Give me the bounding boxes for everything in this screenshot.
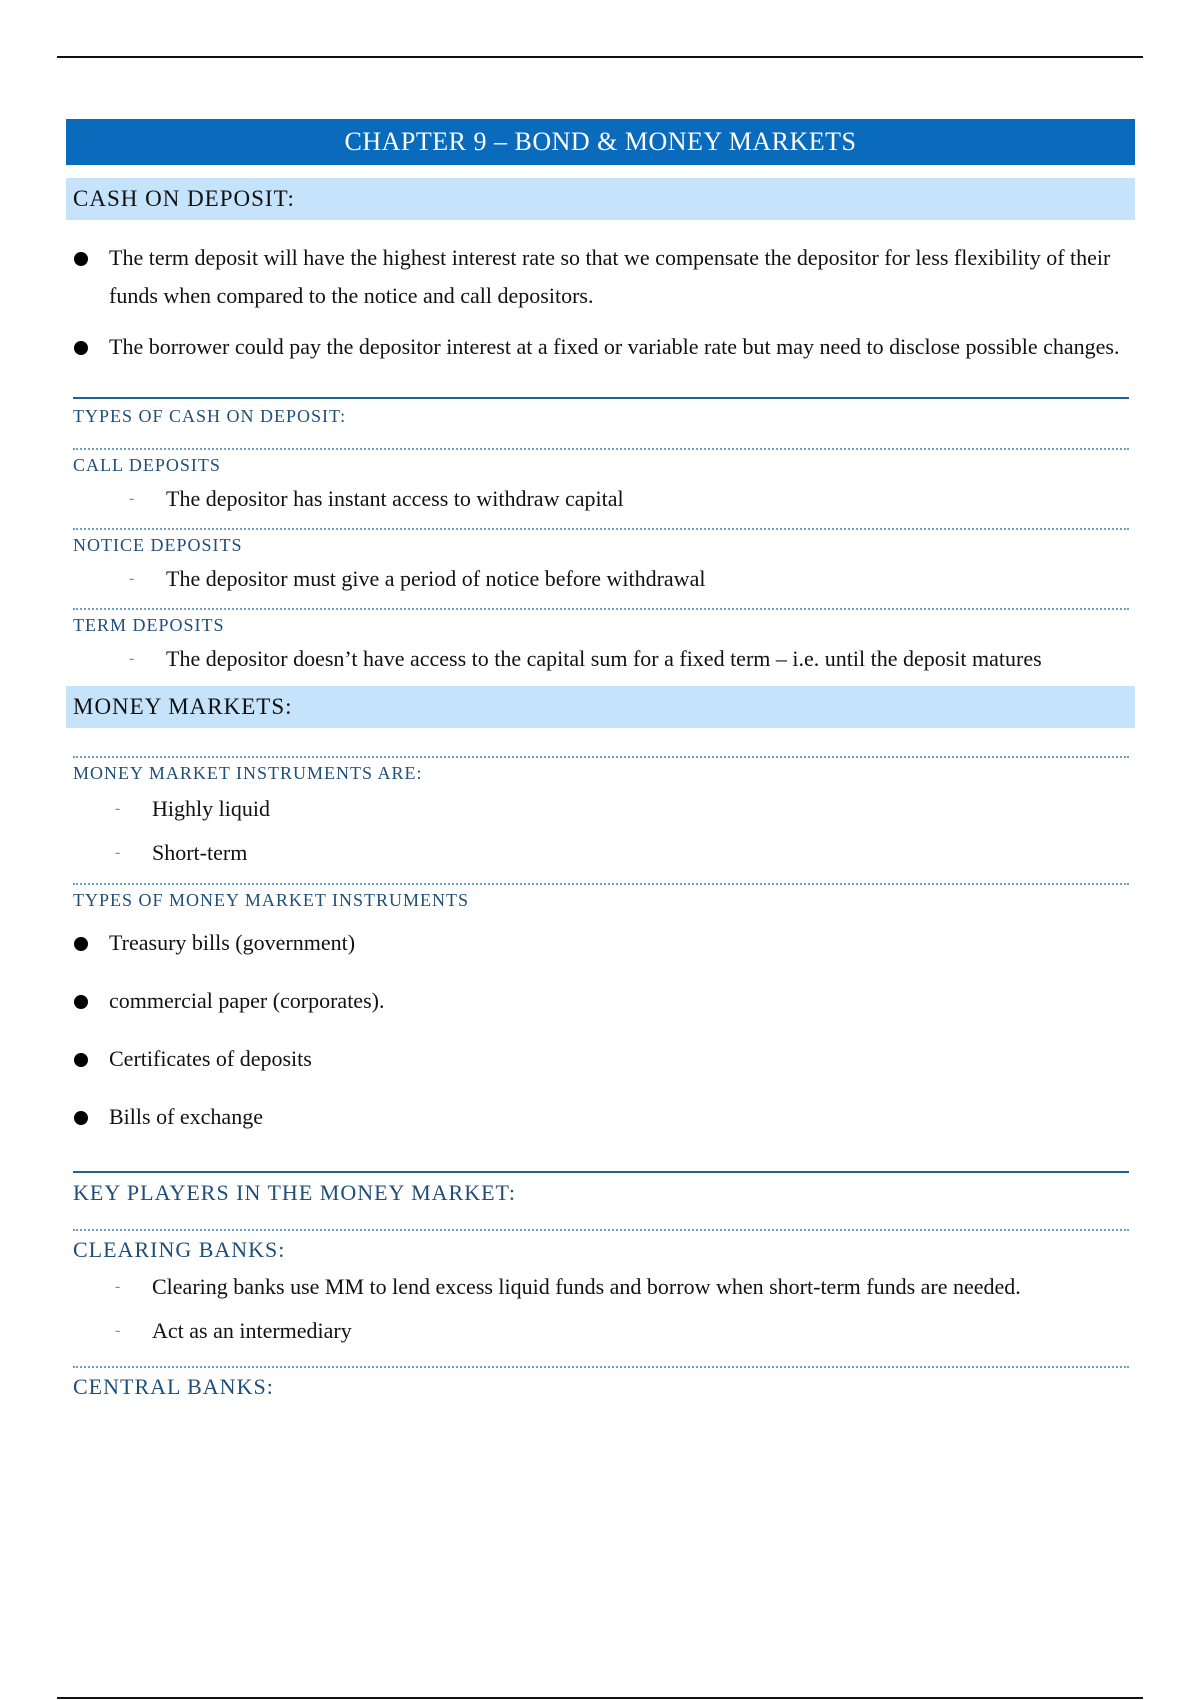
- list-item-text: Act as an intermediary: [152, 1318, 352, 1343]
- bullet-item: [66, 1040, 1135, 1078]
- cash-on-deposit-bullets: [66, 239, 1135, 366]
- document-body: [66, 119, 1135, 1402]
- dash-bullet-icon: -: [115, 800, 121, 817]
- subheading-key-players: KEY PLAYERS IN THE MONEY MARKET:: [73, 1180, 517, 1205]
- list-item: [66, 1271, 1135, 1303]
- list-item-text: Highly liquid: [152, 796, 270, 821]
- subheading-term-deposits: TERM DEPOSITS: [73, 615, 225, 635]
- bullet-text: Treasury bills (government): [109, 930, 356, 955]
- bullet-dot-icon: [74, 252, 88, 266]
- subheading-types-of-instruments: TYPES OF MONEY MARKET INSTRUMENTS: [73, 890, 470, 910]
- subheading-notice-deposits: NOTICE DEPOSITS: [73, 535, 243, 555]
- page-top-rule: [57, 56, 1143, 58]
- dash-bullet-icon: -: [129, 570, 135, 587]
- list-item: [66, 483, 1135, 515]
- bullet-dot-icon: [74, 1053, 88, 1067]
- list-item: [66, 563, 1135, 595]
- instrument-types-list: [66, 924, 1135, 1136]
- bullet-text: Bills of exchange: [109, 1104, 263, 1129]
- page-bottom-rule: [57, 1697, 1143, 1699]
- chapter-title: CHAPTER 9 – BOND & MONEY MARKETS: [66, 119, 1135, 165]
- bullet-dot-icon: [74, 1111, 88, 1125]
- bullet-dot-icon: [74, 937, 88, 951]
- instruments-are-list: [66, 793, 1135, 869]
- subheading-types-of-cash-on-deposit: TYPES OF CASH ON DEPOSIT:: [73, 406, 347, 426]
- section-heading-money-markets: MONEY MARKETS:: [66, 686, 1135, 728]
- list-item: [66, 793, 1135, 825]
- dash-bullet-icon: -: [129, 490, 135, 507]
- subheading-clearing-banks: CLEARING BANKS:: [73, 1237, 286, 1262]
- clearing-banks-list: [66, 1271, 1135, 1347]
- bullet-dot-icon: [74, 341, 88, 355]
- bullet-item: [66, 239, 1135, 315]
- bullet-item: [66, 1098, 1135, 1136]
- bullet-text: The borrower could pay the depositor interest at a fixed or variable rate but may need to disclose possible changes.: [109, 334, 1120, 359]
- bullet-text: commercial paper (corporates).: [109, 988, 385, 1013]
- dash-bullet-icon: -: [129, 650, 135, 667]
- bullet-item: [66, 924, 1135, 962]
- bullet-item: [66, 328, 1135, 366]
- list-item: [66, 837, 1135, 869]
- bullet-dot-icon: [74, 995, 88, 1009]
- call-deposits-list: [66, 483, 1135, 515]
- bullet-text: Certificates of deposits: [109, 1046, 312, 1071]
- notice-deposits-list: [66, 563, 1135, 595]
- list-item-text: The depositor doesn’t have access to the capital sum for a fixed term – i.e. until the deposit matures: [166, 646, 1042, 671]
- list-item: [66, 1315, 1135, 1347]
- bullet-item: [66, 982, 1135, 1020]
- list-item: [66, 643, 1135, 675]
- section-heading-cash-on-deposit: CASH ON DEPOSIT:: [66, 178, 1135, 220]
- dash-bullet-icon: -: [115, 1278, 121, 1295]
- list-item-text: Short-term: [152, 840, 248, 865]
- dash-bullet-icon: -: [115, 1322, 121, 1339]
- term-deposits-list: [66, 643, 1135, 675]
- subheading-central-banks: CENTRAL BANKS:: [73, 1374, 274, 1399]
- list-item-text: Clearing banks use MM to lend excess liquid funds and borrow when short-term funds are needed.: [152, 1274, 1021, 1299]
- subheading-call-deposits: CALL DEPOSITS: [73, 455, 221, 475]
- list-item-text: The depositor must give a period of notice before withdrawal: [166, 566, 706, 591]
- list-item-text: The depositor has instant access to withdraw capital: [166, 486, 624, 511]
- bullet-text: The term deposit will have the highest interest rate so that we compensate the depositor for less flexibility of their funds when compared to the notice and call depositors.: [109, 245, 1111, 308]
- dash-bullet-icon: -: [115, 844, 121, 861]
- subheading-instruments-are: MONEY MARKET INSTRUMENTS ARE:: [73, 763, 423, 783]
